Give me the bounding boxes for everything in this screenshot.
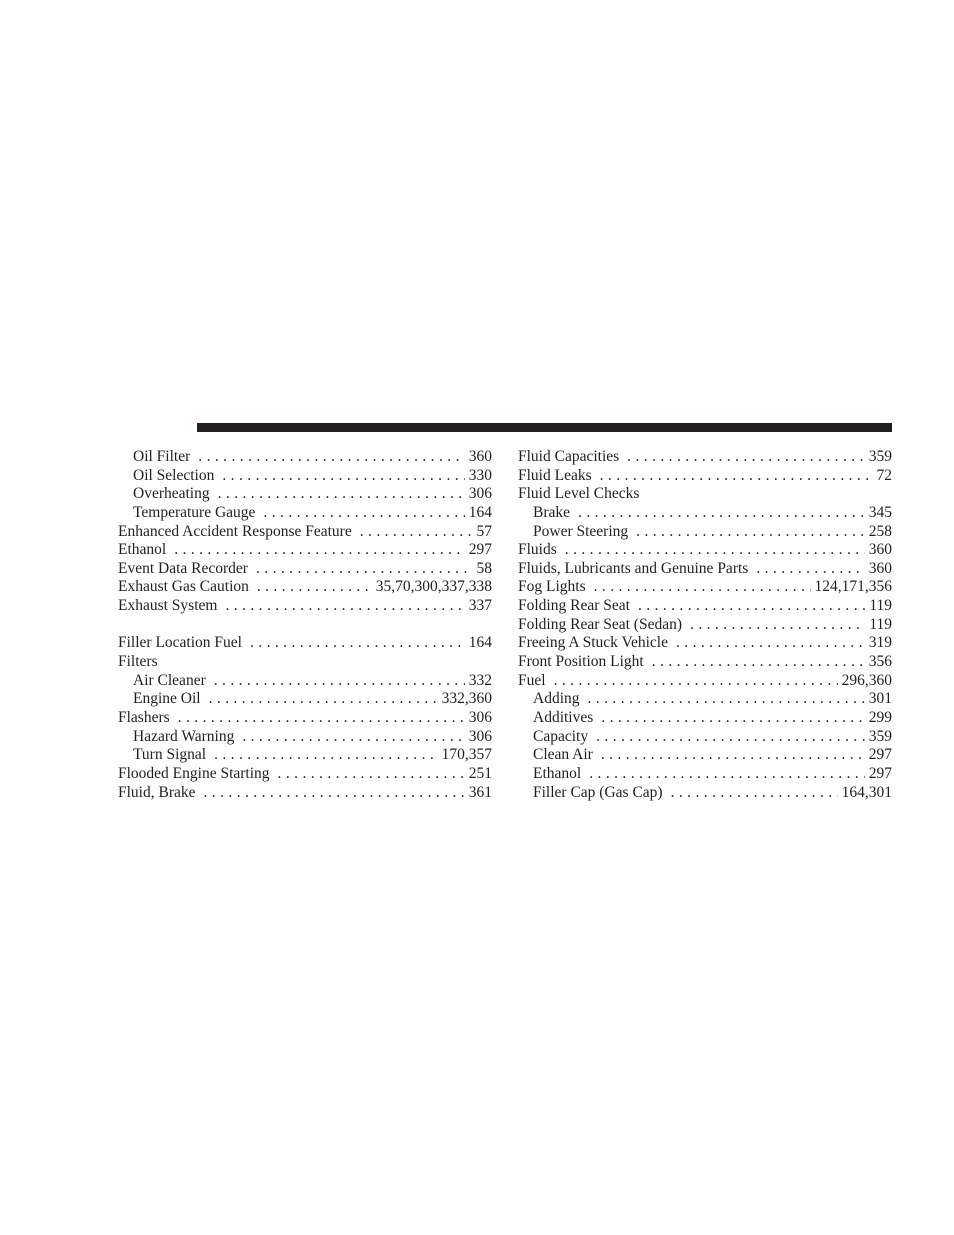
- index-column-left: [118, 448, 492, 802]
- dot-leader: [588, 690, 865, 709]
- dot-leader: [596, 728, 865, 747]
- index-page-numbers: 360: [868, 559, 892, 577]
- index-page-numbers: 319: [868, 634, 892, 652]
- dot-leader: [690, 616, 865, 635]
- index-entry-filler-location-fuel: [118, 634, 492, 653]
- dot-leader: [565, 541, 865, 560]
- dot-leader: [578, 504, 865, 523]
- index-entry-fluid-leaks: [518, 467, 892, 486]
- index-entry-front-position-light: [518, 653, 892, 672]
- index-term: Fluid Level Checks: [518, 485, 640, 503]
- index-page-numbers: 332,360: [441, 690, 492, 708]
- index-page-numbers: 345: [868, 503, 892, 521]
- index-page-numbers: 356: [868, 653, 892, 671]
- dot-leader: [652, 653, 865, 672]
- index-term: Fog Lights: [518, 578, 586, 596]
- index-page-numbers: 35,70,300,337,338: [375, 578, 492, 596]
- dot-leader: [756, 560, 864, 579]
- index-page-numbers: 337: [468, 597, 492, 615]
- index-entry-folding-rear-seat: [518, 597, 892, 616]
- index-page-numbers: 332: [468, 671, 492, 689]
- index-subentry-hazard-warning: [118, 728, 492, 747]
- index-page-numbers: 361: [468, 783, 492, 801]
- dot-leader: [256, 560, 473, 579]
- index-term: Fuel: [518, 671, 546, 689]
- dot-leader: [360, 523, 473, 542]
- index-page-numbers: 306: [468, 485, 492, 503]
- index-entry-folding-rear-seat-sedan: [518, 616, 892, 635]
- dot-leader: [278, 765, 465, 784]
- index-term: Exhaust Gas Caution: [118, 578, 249, 596]
- index-entry-filters: [118, 653, 492, 672]
- index-term: Adding: [533, 690, 580, 708]
- index-term: Ethanol: [533, 764, 582, 782]
- index-subentry-capacity: [518, 728, 892, 747]
- index-term: Power Steering: [533, 522, 629, 540]
- index-subentry-overheating: [118, 485, 492, 504]
- index-subentry-engine-oil: [118, 690, 492, 709]
- index-entry-fuel: [518, 672, 892, 691]
- index-subentry-additives: [518, 709, 892, 728]
- dot-leader: [594, 578, 811, 597]
- index-page-numbers: 164: [468, 503, 492, 521]
- dot-leader: [554, 672, 838, 691]
- dot-leader: [222, 467, 464, 486]
- index-page-numbers: 360: [868, 541, 892, 559]
- dot-leader: [178, 709, 465, 728]
- index-term: Fluids, Lubricants and Genuine Parts: [518, 559, 749, 577]
- index-page-numbers: 124,171,356: [814, 578, 892, 596]
- index-term: Oil Filter: [133, 448, 191, 465]
- dot-leader: [242, 728, 464, 747]
- dot-leader: [218, 485, 465, 504]
- index-page-numbers: 164: [468, 634, 492, 652]
- index-term: Hazard Warning: [133, 727, 235, 745]
- index-entry-fluid-brake: [118, 784, 492, 803]
- index-term: Flooded Engine Starting: [118, 764, 270, 782]
- index-entry-fluids: [518, 541, 892, 560]
- index-term: Exhaust System: [118, 597, 218, 615]
- dot-leader: [600, 467, 873, 486]
- index-term: Fluids: [518, 541, 557, 559]
- index-term: Temperature Gauge: [133, 503, 256, 521]
- index-term: Flashers: [118, 708, 170, 726]
- dot-leader: [627, 448, 865, 467]
- index-page-numbers: 306: [468, 727, 492, 745]
- dot-leader: [209, 690, 438, 709]
- dot-leader: [225, 597, 464, 616]
- index-page-numbers: 306: [468, 708, 492, 726]
- index-term: Clean Air: [533, 746, 593, 764]
- dot-leader: [204, 784, 465, 803]
- index-term: Folding Rear Seat: [518, 597, 630, 615]
- index-entry-ethanol: [118, 541, 492, 560]
- index-term: Capacity: [533, 727, 589, 745]
- index-subentry-power-steering: [518, 523, 892, 542]
- index-term: Event Data Recorder: [118, 559, 248, 577]
- index-entry-fluid-capacities: [518, 448, 892, 467]
- index-term: Filler Location Fuel: [118, 634, 242, 652]
- dot-leader: [174, 541, 465, 560]
- index-subentry-temperature-gauge: [118, 504, 492, 523]
- index-page-numbers: 360: [468, 448, 492, 465]
- index-entry-event-data-recorder: [118, 560, 492, 579]
- index-page-numbers: 119: [869, 597, 892, 615]
- index-page-numbers: 359: [868, 448, 892, 465]
- index-term: Brake: [533, 503, 571, 521]
- index-subentry-oil-selection: [118, 467, 492, 486]
- index-entry-flashers: [118, 709, 492, 728]
- index-page-numbers: 251: [468, 764, 492, 782]
- dot-leader: [601, 746, 865, 765]
- index-page-numbers: 296,360: [841, 671, 892, 689]
- index-page-numbers: 57: [476, 522, 492, 540]
- index-page-numbers: 359: [868, 727, 892, 745]
- index-entry-exhaust-gas-caution: [118, 578, 492, 597]
- index-entry-flooded-engine-starting: [118, 765, 492, 784]
- index-term: Filler Cap (Gas Cap): [533, 783, 663, 801]
- index-term: Oil Selection: [133, 466, 215, 484]
- index-subentry-brake: [518, 504, 892, 523]
- index-entry-fluid-level-checks: [518, 485, 892, 504]
- index-page-numbers: 330: [468, 466, 492, 484]
- index-page-numbers: 119: [869, 615, 892, 633]
- index-page-numbers: 297: [468, 541, 492, 559]
- index-term: Additives: [533, 708, 594, 726]
- index-page-numbers: 297: [868, 764, 892, 782]
- index-term: Fluid, Brake: [118, 783, 196, 801]
- index-entry-fluids-lubricants-and-genuine-parts: [518, 560, 892, 579]
- index-term: Fluid Capacities: [518, 448, 620, 465]
- dot-leader: [250, 634, 465, 653]
- index-term: Enhanced Accident Response Feature: [118, 522, 352, 540]
- dot-leader: [601, 709, 864, 728]
- index-page-numbers: 258: [868, 522, 892, 540]
- dot-leader: [257, 578, 372, 597]
- index-term: Front Position Light: [518, 653, 644, 671]
- index-page-numbers: 299: [868, 708, 892, 726]
- index-term: Folding Rear Seat (Sedan): [518, 615, 683, 633]
- index-subentry-filler-cap-gas-cap: [518, 784, 892, 803]
- index-subentry-oil-filter: [118, 448, 492, 467]
- index-page-numbers: 164,301: [841, 783, 892, 801]
- index-subentry-air-cleaner: [118, 672, 492, 691]
- index-page-numbers: 72: [876, 466, 892, 484]
- dot-leader: [636, 523, 865, 542]
- dot-leader: [263, 504, 464, 523]
- dot-leader: [589, 765, 865, 784]
- index-entry-enhanced-accident-response-feature: [118, 523, 492, 542]
- index-term: Overheating: [133, 485, 210, 503]
- index-page-numbers: 170,357: [441, 746, 492, 764]
- index-entry-freeing-a-stuck-vehicle: [518, 634, 892, 653]
- index-term: Freeing A Stuck Vehicle: [518, 634, 668, 652]
- index-subentry-ethanol: [518, 765, 892, 784]
- index-term: Turn Signal: [133, 746, 207, 764]
- dot-leader: [214, 746, 438, 765]
- dot-leader: [638, 597, 865, 616]
- index-entry-fog-lights: [518, 578, 892, 597]
- index-column-right: [518, 448, 892, 802]
- dot-leader: [671, 784, 838, 803]
- index-subentry-turn-signal: [118, 746, 492, 765]
- dot-leader: [214, 672, 465, 691]
- index-term: Filters: [118, 653, 158, 671]
- dot-leader: [676, 634, 865, 653]
- index-page-numbers: 301: [868, 690, 892, 708]
- index-term: Fluid Leaks: [518, 466, 592, 484]
- header-rule: [197, 423, 892, 432]
- index-page-numbers: 58: [476, 559, 492, 577]
- dot-leader: [198, 448, 464, 467]
- index-entry-exhaust-system: [118, 597, 492, 616]
- index-term: Engine Oil: [133, 690, 201, 708]
- index-subentry-adding: [518, 690, 892, 709]
- index-page-numbers: 297: [868, 746, 892, 764]
- index-term: Ethanol: [118, 541, 167, 559]
- index-spacer: [118, 616, 492, 635]
- index-term: Air Cleaner: [133, 671, 206, 689]
- index-subentry-clean-air: [518, 746, 892, 765]
